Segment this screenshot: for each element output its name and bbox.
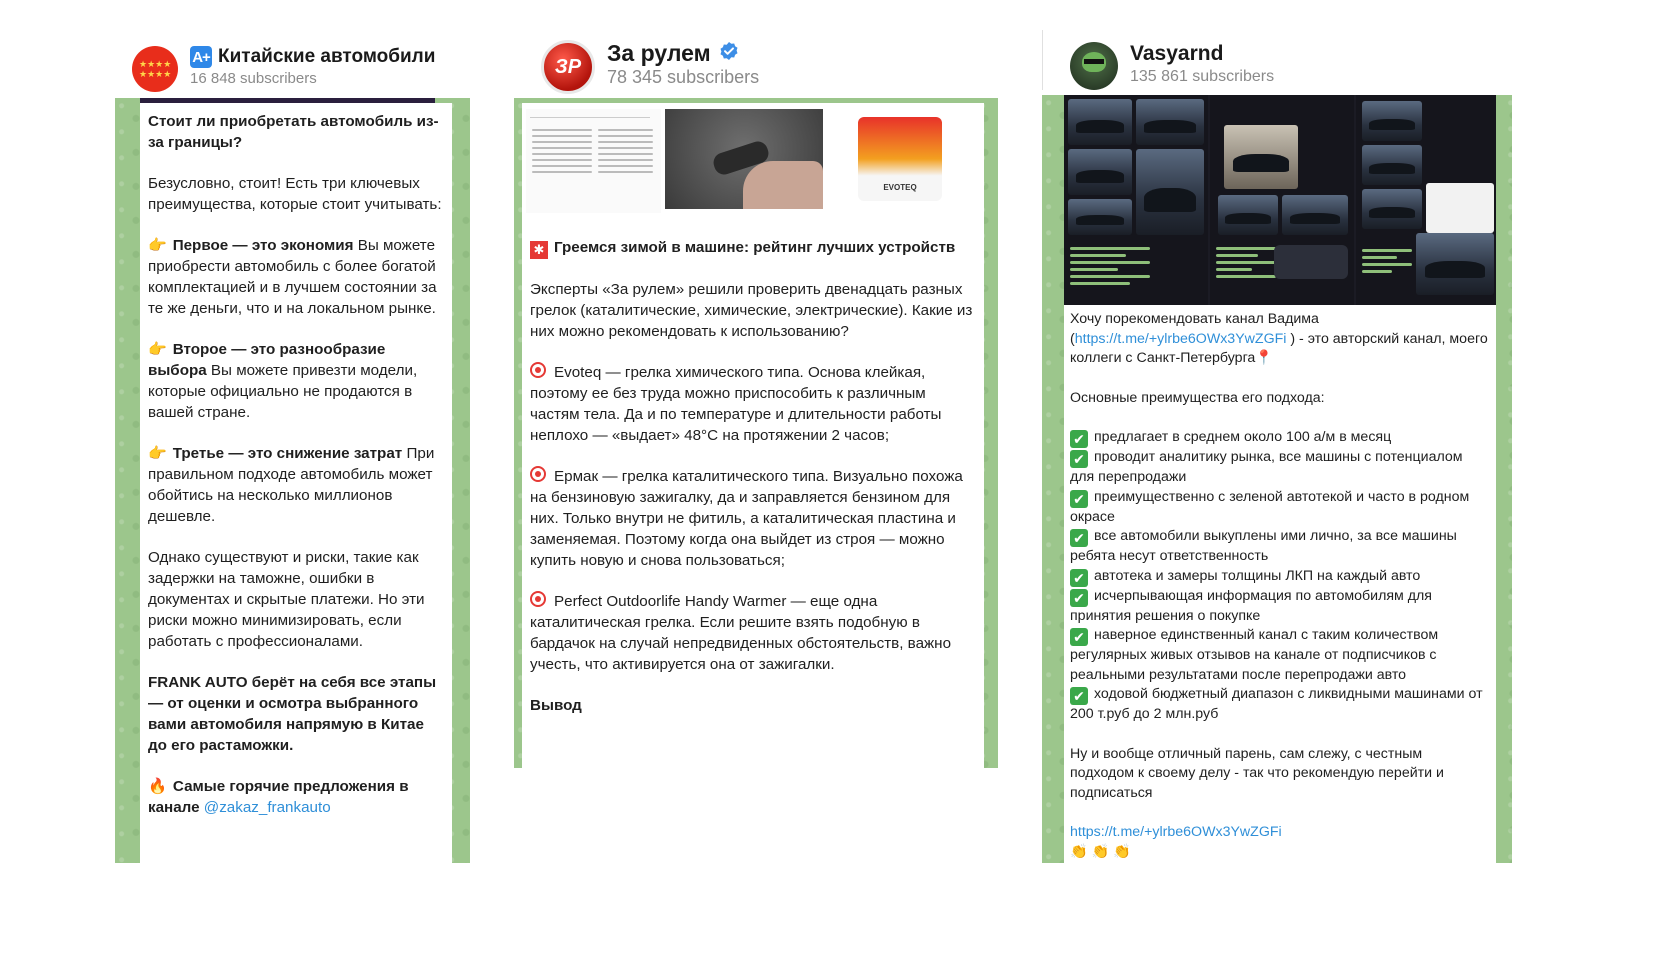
list-item: 👉 Третье — это снижение затрат При правильном подходе автомобиль может обойтись на несколько миллионов дешевле. [148,445,435,525]
post-hot-offers: 🔥 Самые горячие предложения в канале @zakaz_frankauto [148,778,409,816]
post-risks: Однако существуют и риски, такие как задержки на таможне, ошибки в документах и скрытые платежи. Но эти риски можно минимизировать, если работать с профессионалами. [148,549,425,650]
subscriber-count: 135 861 subscribers [1130,68,1275,85]
list-item: ✔ исчерпывающая информация по автомобилям для принятия решения о покупке [1070,587,1432,624]
channel-avatar[interactable] [541,40,595,94]
media-collage[interactable] [1064,95,1496,305]
package-brand-label: EVOTEQ [883,183,917,192]
list-item: Evoteq — грелка химического типа. Основа клейкая, поэтому ее без труда можно приспособить к различным частям тела. Да и по температуре и длительности работы неплохо — «выдает» 48°С на протяжении 2 часов; [530,363,942,444]
channel-avatar[interactable] [1070,42,1118,90]
post-conclusion: Вывод [530,696,582,714]
channel-title[interactable] [190,46,435,68]
check-mark-icon: ✔ [1070,529,1088,547]
channel-avatar[interactable] [132,46,178,92]
message-text [140,103,452,818]
hand-shape [743,161,823,209]
red-circle-icon [530,466,546,482]
pointing-hand-icon: 👉 [148,237,167,254]
list-item: ✔ проводит аналитику рынка, все машины с потенциалом для перепродажи [1070,449,1463,485]
check-mark-icon: ✔ [1070,589,1088,607]
screenshot-image[interactable] [1210,95,1354,305]
red-circle-icon [530,362,546,378]
channel-title[interactable]: Vasyarnd [1130,42,1224,65]
red-circle-icon [530,591,546,607]
fire-icon: 🔥 [148,778,167,795]
channel-invite-link[interactable]: https://t.me/+ylrbe6OWx3YwZGFi [1070,824,1282,840]
post-question: Стоит ли приобретать автомобиль из-за границы? [148,113,439,151]
message-bubble[interactable] [522,103,984,768]
channel-header[interactable] [541,40,759,94]
post-outro: Ну и вообще отличный парень, сам слежу, с честным подходом к своему делу - так что рекомендую перейти и подписаться [1070,745,1444,801]
check-mark-icon: ✔ [1070,430,1088,448]
zr-logo-icon: ЗР [554,56,582,78]
stars-icon: ★★★★ ★★★★ [139,59,172,79]
post-company: FRANK AUTO берёт на себя все этапы — от оценки и осмотра выбранного вами автомобиля напрямую в Китае до его растаможки. [148,674,437,754]
list-item: ✔ автотека и замеры толщины ЛКП на каждый авто [1070,568,1420,584]
list-item: 👉 Второе — это разнообразие выбора Вы можете привезти модели, которые официально не продаются в вашей стране. [148,341,418,421]
message-text [1064,305,1496,862]
post-intro: Безусловно, стоит! Есть три ключевых преимущества, которые стоит учитывать: [148,175,442,213]
evoteq-package-photo[interactable] [852,109,948,209]
table-image[interactable] [526,109,661,213]
screenshot-image[interactable] [1356,95,1496,305]
list-item: Ермак — грелка каталитического типа. Визуально похожа на бензиновую зажигалку, да и заправляется бензином для них. Только внутри не фитиль, а каталитическая пластина и заменяемая. Поэтому когда она выйдет из строя — можно купить новую и снова пользоваться; [530,467,963,569]
screenshot-image[interactable] [1064,95,1208,305]
verified-icon [719,40,739,67]
clapping-hands-icon: 👏👏👏 [1070,843,1135,860]
post-intro: Эксперты «За рулем» решили проверить двенадцать разных грелок (каталитические, химические, электрические). Какие из них можно рекомендовать к использованию? [530,280,973,340]
advantages-list [1070,428,1490,725]
check-mark-icon: ✔ [1070,628,1088,646]
list-item: 👉 Первое — это экономия Вы можете приобрести автомобиль с более богатой комплектацией и в лучшем состоянии за те же деньги, что и на локальном рынке. [148,237,437,317]
list-item: ✔ предлагает в среднем около 100 а/м в месяц [1070,429,1391,445]
message-bubble[interactable] [1064,305,1496,863]
channel-title-text: За рулем [607,40,711,66]
pin-icon: 📍 [1255,350,1273,366]
message-text [530,237,978,736]
list-item: ✔ все автомобили выкуплены ими лично, за все машины ребята несут ответственность [1070,528,1457,564]
channel-invite-link[interactable]: https://t.me/+ylrbe6OWx3YwZGFi [1074,330,1287,347]
channel-title[interactable] [607,40,759,67]
check-mark-icon: ✔ [1070,569,1088,587]
post-bottom-link [1070,823,1490,862]
post-intro: Хочу порекомендовать канал Вадима (https://t.me/+ylrbe6OWx3YwZGFi ) - это авторский канал, моего коллеги с Санкт-Петербурга📍 [1070,311,1488,366]
list-item: ✔ наверное единственный канал с таким количеством регулярных живых отзывов на канале от подписчиков с реальными результатами после перепродажи авто [1070,627,1439,683]
check-mark-icon: ✔ [1070,490,1088,508]
divider [1042,30,1043,90]
check-mark-icon: ✔ [1070,687,1088,705]
a-plus-badge-icon: A+ [190,46,212,68]
channel-mention-link[interactable]: @zakaz_frankauto [203,799,331,816]
channel-title-text: Китайские автомобили [218,46,436,67]
post-headline: ✱ Греемся зимой в машине: рейтинг лучших устройств [530,237,978,259]
pointing-hand-icon: 👉 [148,445,167,462]
message-bubble[interactable] [140,103,452,863]
subscriber-count: 78 345 subscribers [607,67,760,87]
advantages-title: Основные преимущества его подхода: [1070,389,1325,406]
channel-header[interactable] [132,46,435,92]
hand-warmer-photo[interactable] [665,109,823,209]
check-mark-icon: ✔ [1070,450,1088,468]
channel-header[interactable] [1070,42,1274,90]
snowflake-icon: ✱ [530,241,548,259]
sunglasses-icon [1084,59,1104,64]
list-item: ✔ ходовой бюджетный диапазон с ликвидными машинами от 200 т.руб до 2 млн.руб [1070,686,1483,722]
pointing-hand-icon: 👉 [148,341,167,358]
subscriber-count: 16 848 subscribers [190,70,317,87]
list-item: ✔ преимущественно с зеленой автотекой и часто в родном окрасе [1070,488,1470,525]
list-item: Perfect Outdoorlife Handy Warmer — еще одна каталитическая грелка. Если решите взять подобную в бардачок на случай непредвиденных обстоятельств, важно учесть, что активируется она от зажигалки. [530,592,952,673]
